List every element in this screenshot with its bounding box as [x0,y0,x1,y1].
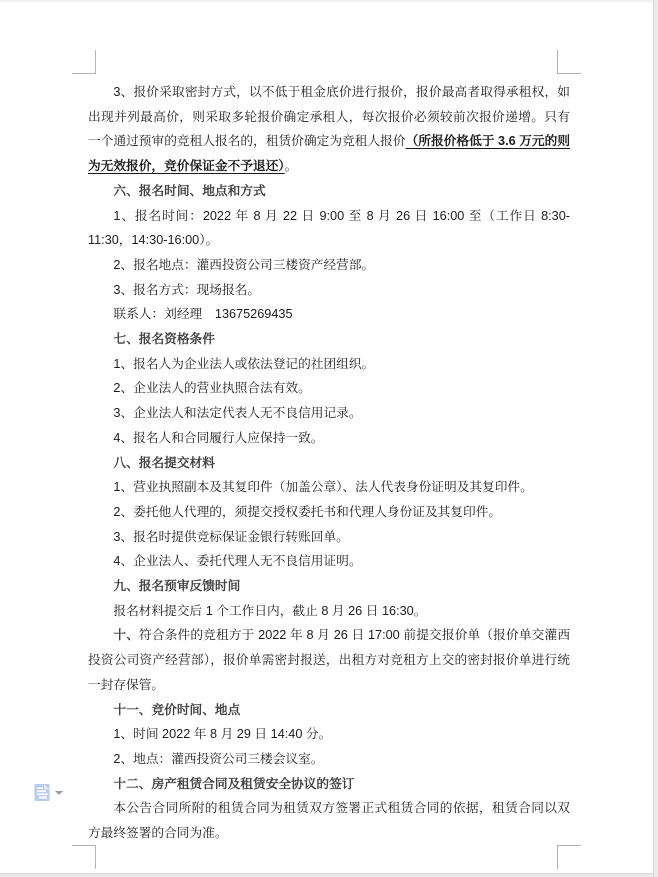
body-paragraph [88,525,570,550]
body-paragraph [88,747,570,772]
heading-paragraph [88,574,570,599]
text-run: 报名材料提交后 1 个工作日内，截止 8 月 26 日 16:30。 [113,603,427,618]
text-run: 七、报名资格条件 [113,332,215,347]
text-run: 3、报价采取密封方式，以不低于租金底价进行报价，报价最高者取得承租权，如出现并列最高价，则采取多轮报价确定承租人，每次报价必须较前次报价递增。只有一个通过预审的竞租人报名的，租赁价确定为竞租人报价 [88,85,570,149]
crop-mark-top-right [557,50,581,74]
text-run: 六、报名时间、地点和方式 [113,183,266,198]
document-text[interactable] [88,80,570,846]
body-paragraph [88,500,570,525]
text-run: 2、报名地点：灌西投资公司三楼资产经营部。 [113,257,375,272]
text-run: 4、企业法人、委托代理人无不良信用证明。 [113,554,362,569]
text-run: 十二、房产租赁合同及租赁安全协议的签订 [113,776,355,791]
body-paragraph [88,376,570,401]
window-bottom-edge [0,873,658,877]
body-paragraph [88,722,570,747]
text-run: 九、报名预审反馈时间 [113,579,241,594]
text-run: 1、报名时间：2022 年 8 月 22 日 9:00 至 8 月 26 日 16:00 至（工作日 8:30-11:30，14:30-16:00）。 [88,208,570,248]
heading-paragraph [88,772,570,797]
text-run: 3、企业法人和法定代表人无不良信用记录。 [113,406,362,421]
body-paragraph [88,401,570,426]
paste-options-button[interactable] [33,779,71,805]
window-right-edge [653,0,658,877]
body-paragraph [88,253,570,278]
text-run: 2、地点：灌西投资公司三楼会议室。 [113,751,324,766]
heading-paragraph [88,698,570,723]
text-run: 。 [284,159,298,174]
chevron-down-icon [55,791,63,795]
body-paragraph [88,475,570,500]
heading-paragraph [88,451,570,476]
window-top-edge [0,0,658,4]
body-paragraph [88,204,570,253]
crop-mark-bottom-right [557,845,581,869]
crop-mark-bottom-left [72,845,96,869]
text-run: 本公告合同所附的租赁合同为租赁双方签署正式租赁合同的依据，租赁合同以双方最终签署的合同为准。 [88,801,570,841]
text-run: 2、委托他人代理的，须提交授权委托书和代理人身份证及其复印件。 [113,504,502,519]
text-run: 十一、竞价时间、地点 [113,702,241,717]
body-paragraph [88,549,570,574]
text-run: 八、报名提交材料 [113,455,215,470]
text-run: 3、报名方式：现场报名。 [113,282,261,297]
body-paragraph [88,599,570,624]
text-run: 1、报名人为企业法人或依法登记的社团组织。 [113,356,375,371]
paste-clipboard-icon [33,783,52,802]
heading-paragraph [88,327,570,352]
body-paragraph [88,80,570,179]
text-run: 1、营业执照副本及其复印件（加盖公章）、法人代表身份证明及其复印件。 [113,480,533,495]
text-run: 符合条件的竞租方于 2022 年 8 月 26 日 17:00 前提交报价单（报价单交灌西投资公司资产经营部），报价单需密封报送，出租方对竞租方上交的密封报价单进行统一封存保管。 [88,628,571,692]
text-run: 2、企业法人的营业执照合法有效。 [113,381,311,396]
body-paragraph [88,426,570,451]
text-run: 4、报名人和合同履行人应保持一致。 [113,430,324,445]
text-run-heading-inline: 十、 [113,628,140,643]
text-run: 联系人：刘经理 13675269435 [113,307,293,322]
body-paragraph [88,302,570,327]
text-run: 1、时间 2022 年 8 月 29 日 14:40 分。 [113,727,332,742]
heading-paragraph [88,179,570,204]
body-paragraph [88,623,570,697]
text-run: 3、报名时提供竞标保证金银行转账回单。 [113,529,349,544]
text-run-bold-underline: （所报价格低于 3.6 万元的则为无效报价，竞价保证金不予退还） [88,134,571,174]
body-paragraph [88,352,570,377]
body-paragraph [88,278,570,303]
crop-mark-top-left [72,50,96,74]
body-paragraph [88,796,570,845]
